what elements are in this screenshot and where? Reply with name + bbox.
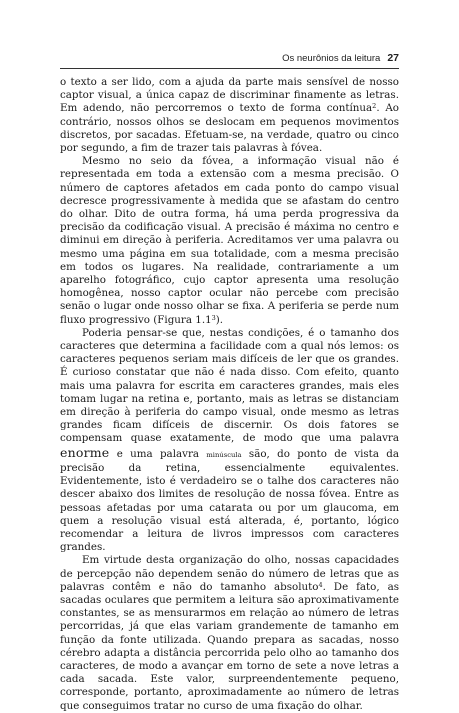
paragraph-3-text-a: Poderia pensar-se que, nestas condições, é o tamanho dos caracteres que determina a facilidade com a qual nós lemos: os caracteres pequenos seriam mais difíceis de ler que os grandes. É curioso constatar que não é nada disso. Com efeito, quanto mais uma palavra for escrita em caracteres grandes, mais eles tomam lugar na retina e, portanto, mais as letras se distanciam em direção à periferia do campo visual, onde mesmo as letras grandes ficam difíceis de discernir. Os dois fatores se compensam quase exatamente, de modo que uma palavra xyxy=(60,326,399,445)
paragraph-4-text-a: Em virtude desta organização do olho, nossas capacidades de percepção não dependem senão do número de letras que as palavras contêm e não do tamanho absoluto xyxy=(60,554,399,593)
paragraph-2-text-a: Mesmo no seio da fóvea, a informação visual não é representada em toda a extensão com a mesma precisão. O número de captores afetados em cada ponto do campo visual decresce progressivamente à medida que se afastam do centro do olhar. Dito de outra forma, há uma perda progressiva da precisão da codificação visual. A precisão é máxima no centro e diminui em direção à periferia. Acreditamos ver uma palavra ou mesmo uma página em sua totalidade, com a mesma precisão em todos os lugares. Na realidade, contrariamente a um aparelho fotográfico, cujo captor apresenta uma resolução homogênea, nosso captor ocular não percebe com precisão senão o lugar onde nosso olhar se fixa. A periferia se perde num fluxo progressivo (Figura 1.1 xyxy=(60,155,399,326)
paragraph-1 xyxy=(60,76,399,155)
running-title: Os neurônios da leitura xyxy=(282,53,381,64)
header-rule xyxy=(60,68,399,69)
footnote-ref-4: 4 xyxy=(318,580,323,589)
footnote-ref-2: 2 xyxy=(372,102,377,111)
paragraph-3-text-b: e uma palavra xyxy=(109,447,207,460)
paragraph-1-text-a: o texto a ser lido, com a ajuda da parte mais sensível de nosso captor visual, a única capaz de discriminar finamente as letras. Em adendo, não percorremos o texto de forma contínua xyxy=(60,76,399,115)
running-head xyxy=(30,52,399,65)
paragraph-4-text-b: . De fato, as sacadas oculares que permitem a leitura são aproximativamente constantes, se as mensurarmos em relação ao número de letras percorridas, já que elas variam grandemente de tamanho em função da fonte utilizada. Quando prepara as sacadas, nosso cérebro adapta a distância percorrida pelo olho ao tamanho dos caracteres, de modo a avançar em torno de sete a nove letras a cada sacada. Este valor, surpreendentemente pequeno, corresponde, portanto, aproximadamente ao número de letras que conseguimos tratar no curso de uma fixação do olhar. xyxy=(60,580,399,712)
paragraph-4 xyxy=(60,554,399,712)
paragraph-3-text-c: são, do ponto de vista da precisão da retina, essencialmente equivalentes. Evidentemente, isto é verdadeiro se o talhe dos caracteres não descer abaixo dos limites de resolução de nossa fóvea. Entre as pessoas afetadas por uma catarata ou por um glaucoma, em quem a resolução visual está alterada, é, portanto, lógico recomendar a leitura de livros impressos com caracteres grandes. xyxy=(60,447,400,554)
paragraph-2-text-b: ). xyxy=(215,313,224,326)
paragraph-1-text-b: . Ao contrário, nossos olhos se deslocam em pequenos movimentos discretos, por sacadas. Efetuam-se, na verdade, quatro ou cinco por segundo, a fim de trazer tais palavras à fóvea. xyxy=(60,102,399,155)
large-word-example: enorme xyxy=(60,444,110,460)
small-word-example: minúscula xyxy=(206,450,242,459)
body-text xyxy=(60,76,399,713)
page-number: 27 xyxy=(387,52,399,64)
paragraph-2 xyxy=(60,155,399,327)
paragraph-3 xyxy=(60,327,399,554)
footnote-ref-3: 3 xyxy=(211,313,216,322)
